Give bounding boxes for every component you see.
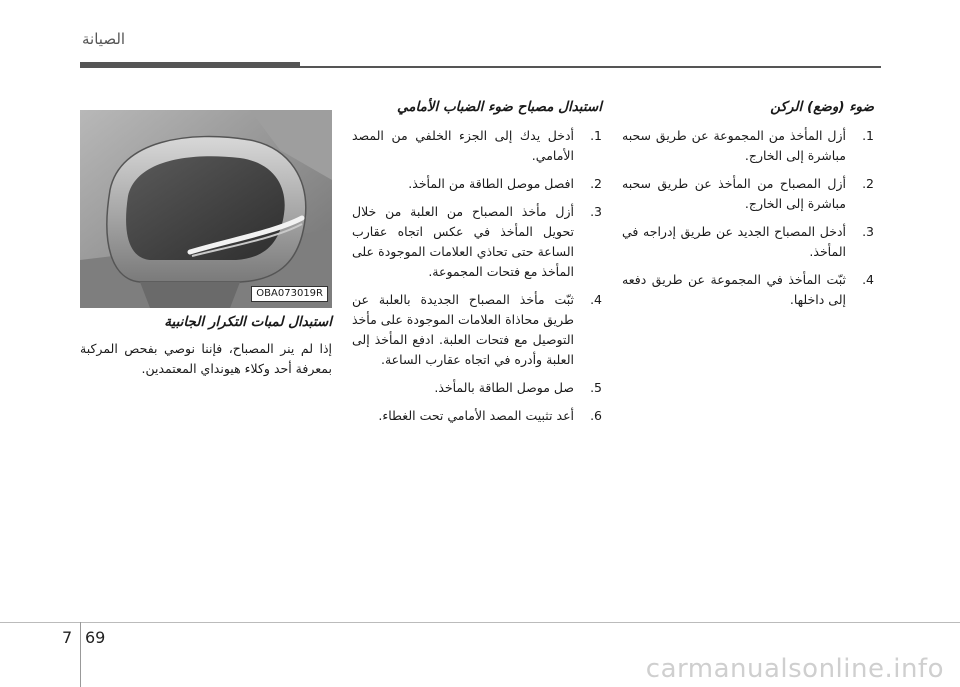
side-mirror-illustration (80, 110, 332, 308)
corner-light-steps (622, 126, 874, 310)
list-item: .6 أعد تثبيت المصد الأمامي تحت الغطاء. (378, 408, 602, 423)
watermark: carmanualsonline.info (645, 654, 944, 684)
header-rule-thick (80, 62, 300, 68)
repeater-lamp-section (80, 313, 332, 379)
section-title: الصيانة (82, 30, 126, 48)
list-item: .3 أزل مأخذ المصباح من العلبة من خلال تحويل المأخذ في عكس اتجاه عقارب الساعة حتى تحاذي العلامات الموجودة على المأخذ مع فتحات المجموعة. (352, 204, 602, 279)
list-item: .2 أزل المصباح من المأخذ عن طريق سحبه مباشرة إلى الخارج. (622, 176, 874, 211)
footer-divider (80, 622, 81, 687)
fog-light-section (352, 98, 602, 434)
side-mirror-figure (80, 110, 332, 308)
list-item: .1 أزل المأخذ من المجموعة عن طريق سحبه مباشرة إلى الخارج. (622, 128, 874, 163)
header-rule-thin (300, 66, 881, 68)
list-item: .3 أدخل المصباح الجديد عن طريق إدراجه في المأخذ. (622, 224, 874, 259)
corner-light-section (622, 98, 874, 318)
list-item: .4 ثبّت مأخذ المصباح الجديدة بالعلبة عن طريق محاذاة العلامات الموجودة على مأخذ التوصيل مع فتحات العلبة. ادفع المأخذ إلى العلبة وأدره في اتجاه عقارب الساعة. (352, 292, 602, 367)
figure-code-label: OBA073019R (251, 286, 328, 302)
page-number: 69 (85, 628, 106, 647)
corner-light-heading: ضوء (وضع) الركن (770, 99, 874, 115)
footer-rule (0, 622, 960, 623)
list-item: .2 افصل موصل الطاقة من المأخذ. (408, 176, 602, 191)
fog-light-heading: استبدال مصباح ضوء الضباب الأمامي (396, 99, 602, 115)
fog-light-steps (352, 126, 602, 426)
chapter-number: 7 (62, 628, 73, 647)
repeater-lamp-heading: استبدال لمبات التكرار الجانبية (164, 314, 332, 330)
repeater-lamp-body: إذا لم ينر المصباح، فإننا نوصي بفحص المركبة بمعرفة أحد وكلاء هيونداي المعتمدين. (80, 341, 332, 376)
list-item: .5 صل موصل الطاقة بالمأخذ. (434, 380, 602, 395)
list-item: .1 أدخل يدك إلى الجزء الخلفي من المصد الأمامي. (352, 128, 602, 163)
list-item: .4 ثبّت المأخذ في المجموعة عن طريق دفعه إلى داخلها. (622, 272, 874, 307)
